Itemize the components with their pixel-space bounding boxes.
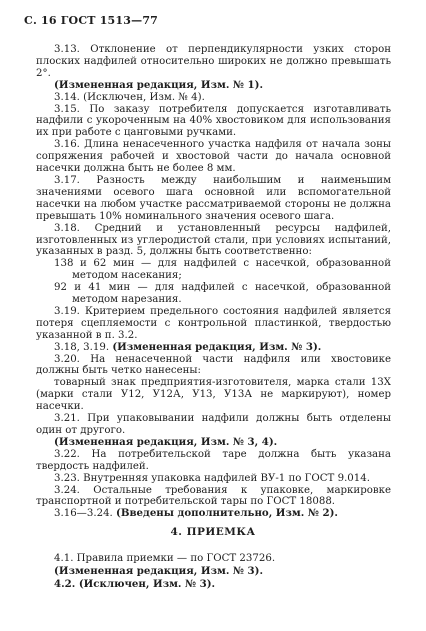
paragraph-3-17: 3.17. Разность между наибольшим и наименьшим значениями осевого шага основной или вспомогательной насечки на любом участке рассматриваемой стороны не должна превышать 10% номинального значения осевого шага. (36, 174, 391, 222)
page-header: С. 16 ГОСТ 1513—77 (24, 14, 159, 27)
paragraph-3-23: 3.23. Внутренняя упаковка надфилей ВУ-1 по ГОСТ 9.014. (54, 472, 370, 484)
paragraph-4-1: 4.1. Правила приемки — по ГОСТ 23726. (54, 553, 276, 564)
paragraph-3-13: 3.13. Отклонение от перпендикулярности узких сторон плоских надфилей относительно широких не должно превышать 2°. (36, 44, 391, 79)
amendment-note: (Измененная редакция, Изм. № 3). (112, 340, 322, 353)
paragraph-3-20-marking: товарный знак предприятия-изготовителя, марка стали 13Х (марки стали У12, У12А, У13, У13А не маркируют), номер насечки. (36, 377, 391, 413)
section-body (36, 553, 391, 590)
paragraph-3-18: 3.18. Средний и установленный ресурсы надфилей, изготовленных из углеродистой стали, при условиях испытаний, указанных в разд. 5, должны быть соответственно: (36, 222, 391, 258)
amendment-ref: 3.18, 3.19. (54, 341, 110, 353)
paragraph-3-15: 3.15. По заказу потребителя допускается изготавливать надфили с укороченным на 40% хвостовиком для использования их при работе с цанговыми ручками. (36, 103, 391, 139)
paragraph-3-22: 3.22. На потребительской таре должна быть указана твердость надфилей. (36, 448, 391, 472)
paragraph-3-24: 3.24. Остальные требования к упаковке, маркировке транспортной и потребительской тары по ГОСТ 18088. (36, 484, 391, 508)
paragraph-3-14: 3.14. (Исключен, Изм. № 4). (54, 91, 205, 103)
paragraph-3-18-item-1: 138 и 62 мин — для надфилей с насечкой, образованной методом насекания; (54, 258, 391, 282)
amendment-note: (Введены дополнительно, Изм. № 2). (116, 507, 338, 520)
paragraph-3-18-item-2: 92 и 41 мин — для надфилей с насечкой, образованной методом нарезания. (54, 282, 391, 306)
paragraph-3-20: 3.20. На ненасеченной части надфиля или хвостовике должны быть четко нанесены: (36, 353, 391, 377)
amendment-ref-line (36, 342, 391, 354)
document-body (36, 44, 391, 520)
amendment-ref: 3.16—3.24. (54, 508, 113, 520)
amendment-note: (Измененная редакция, Изм. № 3, 4). (54, 435, 278, 448)
paragraph-3-21: 3.21. При упаковывании надфили должны быть отделены один от другого. (36, 413, 391, 436)
section-title: 4. ПРИЕМКА (170, 526, 256, 538)
amendment-note: (Измененная редакция, Изм. № 1). (54, 78, 264, 91)
paragraph-3-19: 3.19. Критерием предельного состояния надфилей является потеря сцепляемости с контрольной пластинкой, твердостью указанной в п. 3.2. (36, 305, 391, 341)
paragraph-3-16: 3.16. Длина ненасеченного участка надфиля от начала зоны сопряжения рабочей и хвостовой части до начала основной насечки должна быть не более 8 мм. (36, 139, 391, 175)
amendment-ref-line (36, 508, 391, 520)
amendment-note: (Измененная редакция, Изм. № 3). (54, 565, 264, 578)
paragraph-4-2: 4.2. (Исключен, Изм. № 3). (54, 577, 216, 590)
